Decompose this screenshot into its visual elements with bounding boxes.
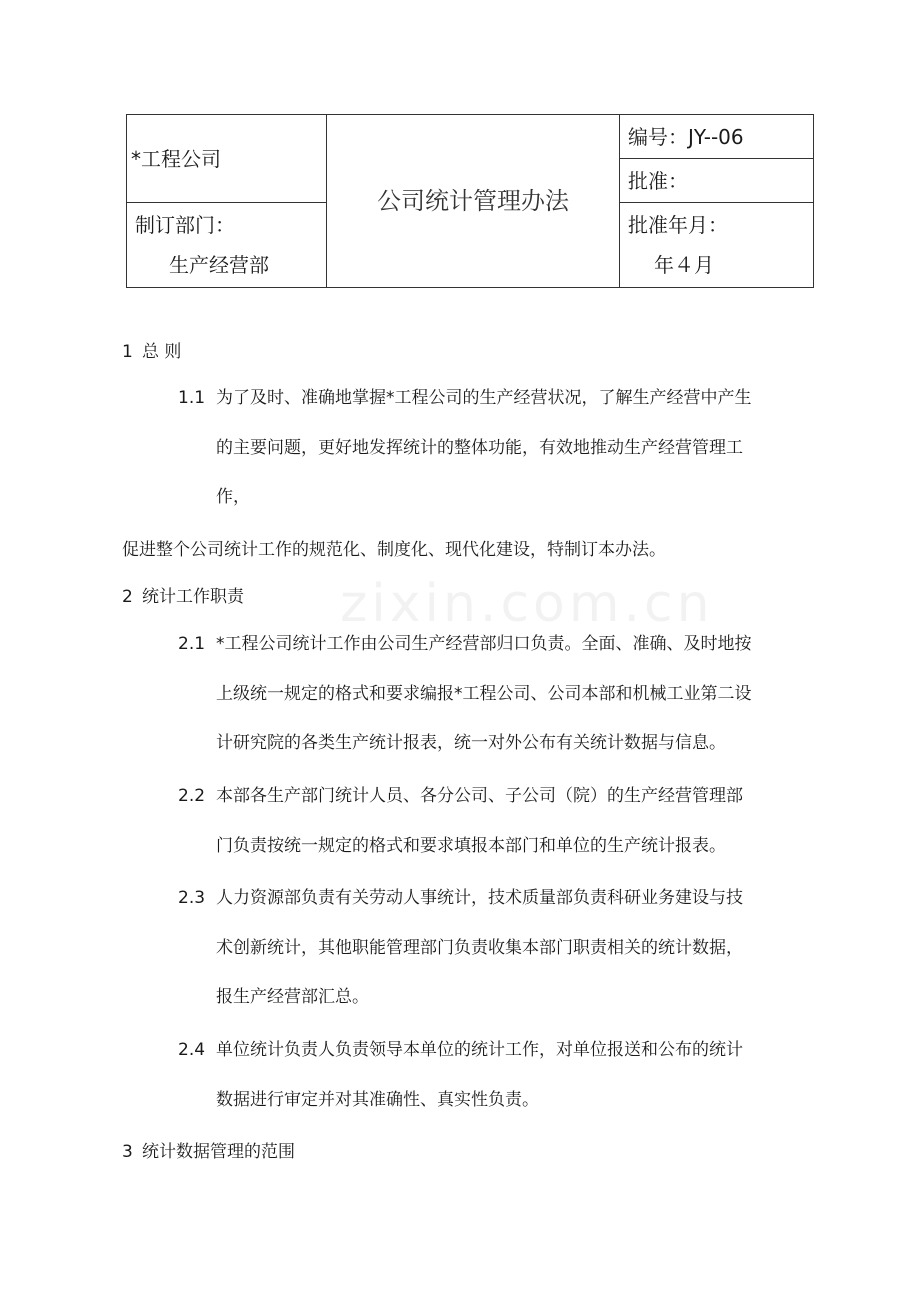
section-number: 2 [122, 587, 133, 607]
watermark: zixin.com.cn [340, 574, 714, 634]
item-line: 上级统一规定的格式和要求编报*工程公司、公司本部和机械工业第二设 [216, 683, 752, 704]
item-line: 数据进行审定并对其准确性、真实性负责。 [216, 1089, 539, 1110]
item-line: 本部各生产部门统计人员、各分公司、子公司（院）的生产经营管理部 [216, 786, 743, 806]
item-line: 的主要问题，更好地发挥统计的整体功能，有效地推动生产经营管理工 [216, 437, 743, 458]
item-body-2-1 [216, 632, 806, 781]
item-line: 计研究院的各类生产统计报表，统一对外公布有关统计数据与信息。 [216, 733, 726, 753]
item-line: 门负责按统一规定的格式和要求填报本部门和单位的生产统计报表。 [216, 835, 726, 856]
item-number-2-2: 2.2 [178, 786, 206, 806]
section-number: 1 [122, 342, 133, 362]
item-number-1-1: 1.1 [178, 388, 206, 408]
section-title: 统计数据管理的范围 [142, 1142, 295, 1162]
document-header-table [126, 114, 814, 288]
approval-field: 批准： [620, 159, 814, 203]
section-heading-1 [122, 340, 181, 364]
section-heading-3 [122, 1140, 295, 1164]
item-line: *工程公司统计工作由公司生产经营部归口负责。全面、准确、及时地按 [216, 634, 752, 654]
item-line: 单位统计负责人负责领导本单位的统计工作，对单位报送和公布的统计 [216, 1040, 743, 1060]
item-body-2-4 [216, 1038, 806, 1137]
item-number-2-1: 2.1 [178, 634, 206, 654]
department-label: 制订部门： [135, 213, 235, 237]
item-body-1-1 [216, 386, 806, 535]
item-number-2-4: 2.4 [178, 1040, 206, 1060]
section-title: 统计工作职责 [142, 587, 244, 607]
section-number: 3 [122, 1142, 133, 1162]
item-body-2-3 [216, 886, 806, 1035]
document-title: 公司统计管理办法 [327, 115, 620, 288]
document-number: 编号：JY--06 [620, 115, 814, 159]
item-line: 为了及时、准确地掌握*工程公司的生产经营状况，了解生产经营中产生 [216, 388, 752, 408]
item-line: 作， [216, 487, 250, 507]
section-title: 总 则 [142, 342, 182, 362]
section-heading-2 [122, 585, 244, 609]
item-number-2-3: 2.3 [178, 888, 206, 908]
company-name: *工程公司 [127, 115, 327, 203]
paragraph-continuation: 促进整个公司统计工作的规范化、制度化、现代化建设，特制订本办法。 [122, 540, 666, 560]
department-value: 生产经营部 [169, 253, 269, 277]
approval-date-label: 批准年月： [628, 213, 728, 237]
item-line: 术创新统计，其他职能管理部门负责收集本部门职责相关的统计数据， [216, 937, 743, 958]
drafting-department [127, 203, 327, 288]
item-body-2-2 [216, 784, 806, 883]
approval-date-value: 年４月 [654, 253, 714, 277]
item-line: 人力资源部负责有关劳动人事统计，技术质量部负责科研业务建设与技 [216, 888, 743, 908]
item-line: 报生产经营部汇总。 [216, 987, 369, 1007]
approval-date [620, 203, 814, 288]
